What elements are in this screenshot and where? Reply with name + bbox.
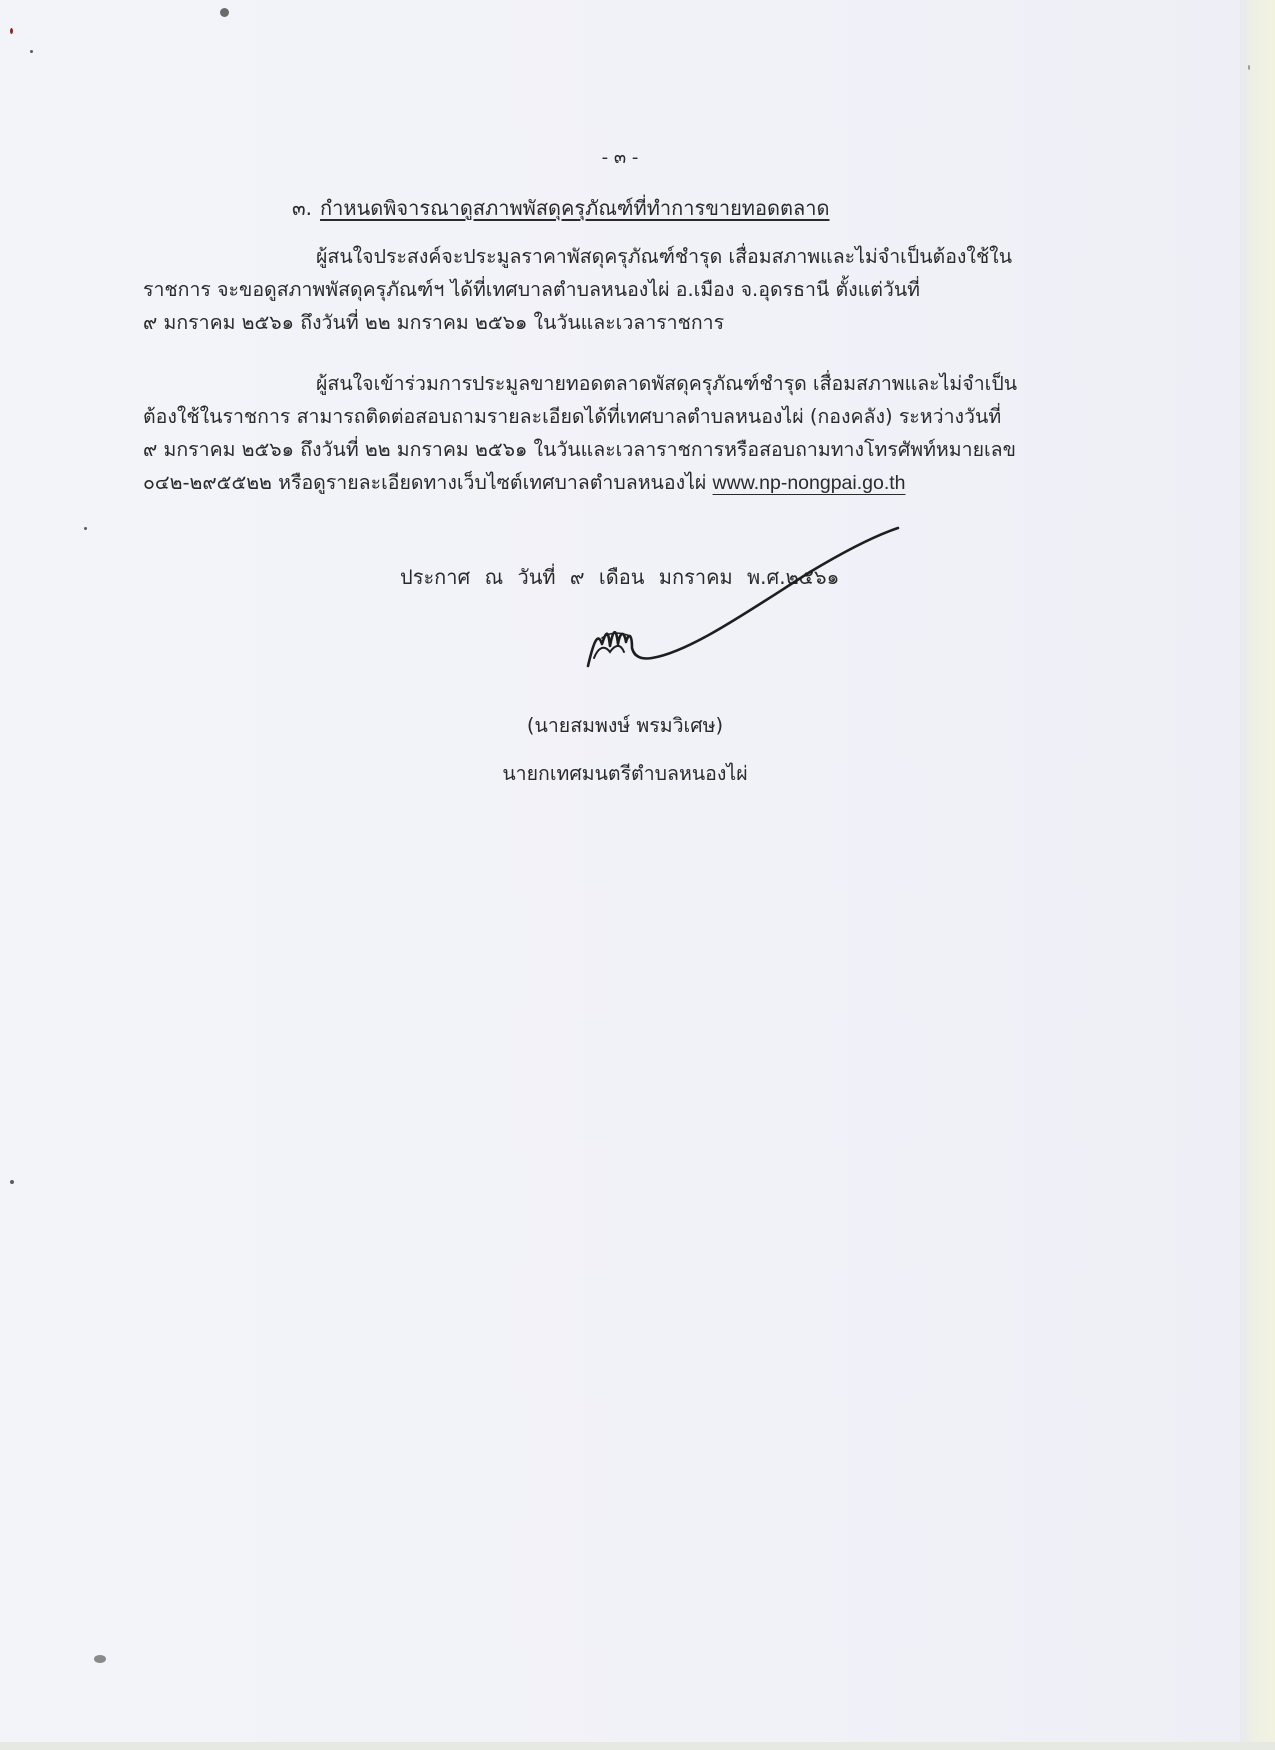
paragraph-line: ราชการ จะขอดูสภาพพัสดุครุภัณฑ์ฯ ได้ที่เทศบาลตำบลหนองไผ่ อ.เมือง จ.อุดรธานี ตั้งแต่วันที่ xyxy=(143,278,921,301)
website-link[interactable]: www.np-nongpai.go.th xyxy=(712,472,906,494)
signer-title: นายกเทศมนตรีตำบลหนองไผ่ xyxy=(502,762,748,785)
page-number: - ๓ - xyxy=(601,147,639,168)
scan-bottom-edge xyxy=(0,1742,1275,1750)
section-heading xyxy=(292,192,829,224)
paragraph-line: ๙ มกราคม ๒๕๖๑ ถึงวันที่ ๒๒ มกราคม ๒๕๖๑ ในวันและเวลาราชการ xyxy=(143,311,725,334)
scan-speck xyxy=(1248,65,1250,70)
scan-speck xyxy=(30,50,33,53)
paragraph-line: ๙ มกราคม ๒๕๖๑ ถึงวันที่ ๒๒ มกราคม ๒๕๖๑ ในวันและเวลาราชการหรือสอบถามทางโทรศัพท์หมายเลข xyxy=(143,438,1016,461)
paragraph-inspection xyxy=(143,240,1088,339)
scan-edge xyxy=(1240,0,1275,1750)
paragraph-contact xyxy=(143,367,1088,500)
scan-speck xyxy=(84,527,87,530)
scan-speck xyxy=(220,8,229,17)
scan-speck xyxy=(94,1655,106,1663)
section-title: กำหนดพิจารณาดูสภาพพัสดุครุภัณฑ์ที่ทำการขายทอดตลาด xyxy=(320,196,830,220)
section-number: ๓. xyxy=(292,196,313,220)
handwritten-signature xyxy=(580,520,910,670)
paragraph-line: ผู้สนใจประสงค์จะประมูลราคาพัสดุครุภัณฑ์ชำรุด เสื่อมสภาพและไม่จำเป็นต้องใช้ใน xyxy=(316,245,1013,268)
scan-speck xyxy=(10,1180,14,1184)
scan-speck xyxy=(10,28,13,34)
paragraph-line: ผู้สนใจเข้าร่วมการประมูลขายทอดตลาดพัสดุครุภัณฑ์ชำรุด เสื่อมสภาพและไม่จำเป็น xyxy=(316,372,1018,395)
signer-name: (นายสมพงษ์ พรมวิเศษ) xyxy=(526,714,724,737)
paragraph-line-with-link xyxy=(143,466,1088,500)
paragraph-line: ต้องใช้ในราชการ สามารถติดต่อสอบถามรายละเอียดได้ที่เทศบาลตำบลหนองไผ่ (กองคลัง) ระหว่างวันที่ xyxy=(143,405,1002,428)
contact-text: ๐๔๒-๒๙๕๕๒๒ หรือดูรายละเอียดทางเว็บไซต์เทศบาลตำบลหนองไผ่ xyxy=(143,471,713,494)
announcement-date: ประกาศ ณ วันที่ ๙ เดือน มกราคม พ.ศ.๒๕๖๑ xyxy=(400,565,840,589)
